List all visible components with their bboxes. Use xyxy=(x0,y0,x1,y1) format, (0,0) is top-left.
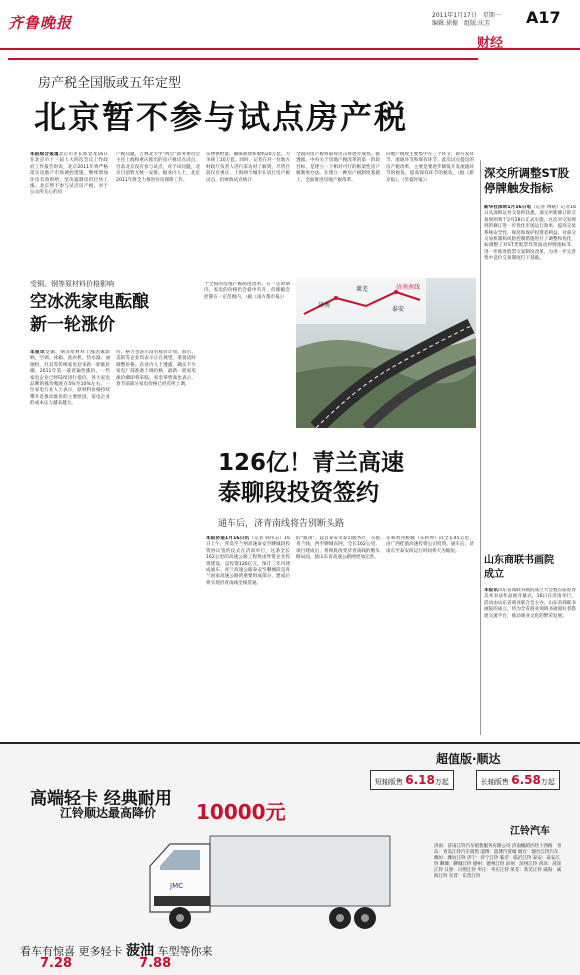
ad-long-price-box: 长轴版售 6.58万起 xyxy=(476,770,560,790)
truck-icon xyxy=(140,826,400,936)
ice-col-3: 于全国的房地产税制度改革，在一定时期内，家电的价格仍会稳中有升，但涨幅会控制在一定范围内。（据《南方都市报》） xyxy=(204,282,290,300)
date-info xyxy=(432,12,501,28)
editor-line: 编辑:徐振 组版:庆芳 xyxy=(432,20,491,27)
jmc-truck-ad[interactable] xyxy=(0,742,580,975)
lead-body-3: 实物供给量，确保新建和收购20万套，力争竣工10万套。同时，记者在对一位地方财政厅负责人进行采访时了解到，尽管目前仅有重庆、上海两个城市在试行房产税试点，但财政试点统计 xyxy=(206,152,290,183)
lead-col-1 xyxy=(30,152,108,267)
highway-title: 126亿！青兰高速 泰聊段投资签约 xyxy=(218,450,405,506)
lead-title: 北京暂不参与试点房产税 xyxy=(34,98,409,136)
ad-footer-prices: 7.28 7.88 xyxy=(40,956,172,971)
lead-body-5: 向地产税收主要集中在三个环节，即开发环节、流通环节和保有环节。此次试点提出的房产税改革，主要是要逐步降低开发流通环节的税负，提高保有环节的税负。（据《新京报》、《华夏时报》） xyxy=(386,152,474,183)
ice-col-1: 本报讯受铜、钢等原材料上涨因素影响，空调、冰箱、洗衣机、热水器、油烟机、灶具等传统家电迎来新一轮涨价潮。2011年第一波普遍性涨价，一些家电企业已经陆续进行提价，各大家电品牌的涨价幅度在5%至10%左右。一位家电行业人士表示，原材料价格持续攀升是推动涨价的主要原因，家电企业的成本压力越来越大。 xyxy=(30,350,110,407)
page-header xyxy=(0,0,580,50)
lead-col-3 xyxy=(206,152,290,267)
lead-body-1: 北京市市长郭金龙16日在北京市十三届人大四次会议上作政府工作报告时说，北京2011年将严格落实房地产市场调控措施，继续增加住房有效供给，坚决遏制房价过快上涨。北京暂不参与试点房产税，对于公众所关心的房 xyxy=(30,152,108,196)
side2-body: 本报讯山东省商联书画院成立大会暨首届迎春美术书法作品展开幕式，16日在济南举行，活动由山东省商业联合会主办。山东省商联书画院的成立，将为全省商业领域书画爱好者搭建交流平台，推动商业文化的繁荣发展。 xyxy=(484,588,576,619)
ad-headline-price: 10000元 xyxy=(196,800,286,824)
column-divider xyxy=(480,160,481,735)
highway-col-2: 的“瓶颈”，起自泰安市泰山服务区，东接青兰线，西至聊城东阿，全长162公里。项目建成后，将彻底改变济青南线的断头路局面，使山东省高速公路网更加完善。 xyxy=(296,536,380,561)
ice-kicker: 受铜、钢等原材料价格影响 xyxy=(30,280,114,288)
map-label-4: 济南南线 xyxy=(396,284,421,291)
highway-map-photo xyxy=(296,278,476,428)
side1-byline: 新华社深圳1月16日电 xyxy=(484,205,532,210)
highway-col-1: 本报济南1月16日讯（记者 韩伟志）16日上午，青岛至兰州高速泰安至聊城段投资协议签约仪式在济南举行，这条全长162公里的高速公路工程将由外资企业投资建设，总投资126亿元，预计三年内建成通车。青兰高速公路泰安至聊城段是青兰国家高速公路的重要组成部分，建成后将实现济青南线全线贯通。 xyxy=(206,536,290,586)
map-label-1: 济南 xyxy=(318,302,331,309)
date-line: 2011年1月17日 星期一 xyxy=(432,12,501,19)
page-number: A17 xyxy=(526,8,561,27)
lead-col-5 xyxy=(386,152,474,267)
svg-text:JMC: JMC xyxy=(170,882,183,890)
ad-brand: 江铃汽车 xyxy=(510,826,550,837)
ad-super-label: 超值版·顺达 xyxy=(436,752,501,766)
lead-rule xyxy=(8,58,478,60)
lead-body-4: 全国的房产税将取得出击将逐步成熟。据透露，中央关于房地产税改革的第一阶段目标，是建立一个相对可行的框架性房产税制度办法，在建立一种房产税制度基础上，全面推进房地产税改革。 xyxy=(296,152,380,183)
map-label-2: 泰安 xyxy=(392,306,405,313)
map-label-3: 莱芜 xyxy=(356,286,369,293)
ad-headline-1: 高端轻卡 经典耐用 xyxy=(30,789,172,809)
ice-title: 空冰洗家电酝酿 新一轮涨价 xyxy=(30,292,149,335)
section-label: 财经 xyxy=(477,36,504,51)
newspaper-logo: 齐鲁晚报 xyxy=(8,14,73,32)
ad-short-price-box: 短轴版售 6.18万起 xyxy=(370,770,454,790)
ad-dealer-list: 济南：济南江铃汽车销售服务有限公司 济南槐荫区经十西路 青岛：青岛江铃汽车销售 淄博：淄博汽贸城 烟台：烟台江铃汽车 潍坊：潍坊江铃 济宁：济宁江铃 临沂：临沂江铃 泰安：泰安江铃 聊城：聊城江铃 德州：德州江铃 滨州：滨州江铃 菏泽：菏泽江铃 日照：日照江铃 枣庄：枣庄江铃 莱芜：莱芜江铃 威海：威海江铃 东营：东营江铃 xyxy=(434,844,562,879)
side2-byline: 本报讯 xyxy=(484,588,498,593)
lead-byline: 本报综合报道 xyxy=(30,152,59,157)
ad-footer-line: 看车有惊喜 更多轻卡 菠油 车型等你来 xyxy=(20,943,213,959)
ad-headline-2: 江铃顺达最高降价 xyxy=(60,806,157,820)
lead-col-4 xyxy=(296,152,380,267)
highway-byline: 本报济南1月16日讯 xyxy=(206,536,250,541)
ice-byline: 本报讯 xyxy=(30,350,46,355)
lead-kicker: 房产税全国版或五年定型 xyxy=(38,76,182,91)
ad-footer-highlight: 菠油 xyxy=(126,943,154,959)
ice-col-2: 价，格力也表示没有涨价计划，海尔、美的等企业均表示正在观望，准备适时调整价格。有业内人士透露，确实不少家电厂商准备上调价格，最新一轮家电涨价潮即将来临。家电零售商也表示，春节前部分家电价格已经有所上调。 xyxy=(116,350,196,388)
highway-subtitle: 通车后，济青南线将告别断头路 xyxy=(218,519,345,529)
side1-title: 深交所调整ST股停牌触发指标 xyxy=(484,166,570,195)
side2-title: 山东商联书画院 成立 xyxy=(484,555,554,580)
lead-body-2: 产税问题，吉林北大学“两会”政务委员会主任上海和重庆推出的房产税试点试点，目前北京没有参与试点，对于该问题，北京目前暂无统一安排。据业内人士，北京2011年将全力推进住房保障工作。 xyxy=(116,152,200,183)
lead-col-2 xyxy=(116,152,200,267)
highway-col-3: 东和黄河桥城（东阿界）段全长45公里，由广西桂旅高速投资公司投资。通车后，济南东至泰安段运行时间将大为缩短。 xyxy=(386,536,474,554)
side1-body: 新华社深圳1月16日电（记者 傅晓）记者16日从深圳证券交易所获悉，深交所新修订的交易规则将于2月28日正式实施，这次对交易规则的修订进一步优化市场运行效率，提高交易系统安全性，规范和保护投资者利益。对部分交易机制和风险控制措施进行了调整和优化，如调整了对ST类股票异常波动停牌指标等，进一步推进股票交易制度改革，为进一步完善集中竞价交易制度打下基础。 xyxy=(484,205,576,262)
